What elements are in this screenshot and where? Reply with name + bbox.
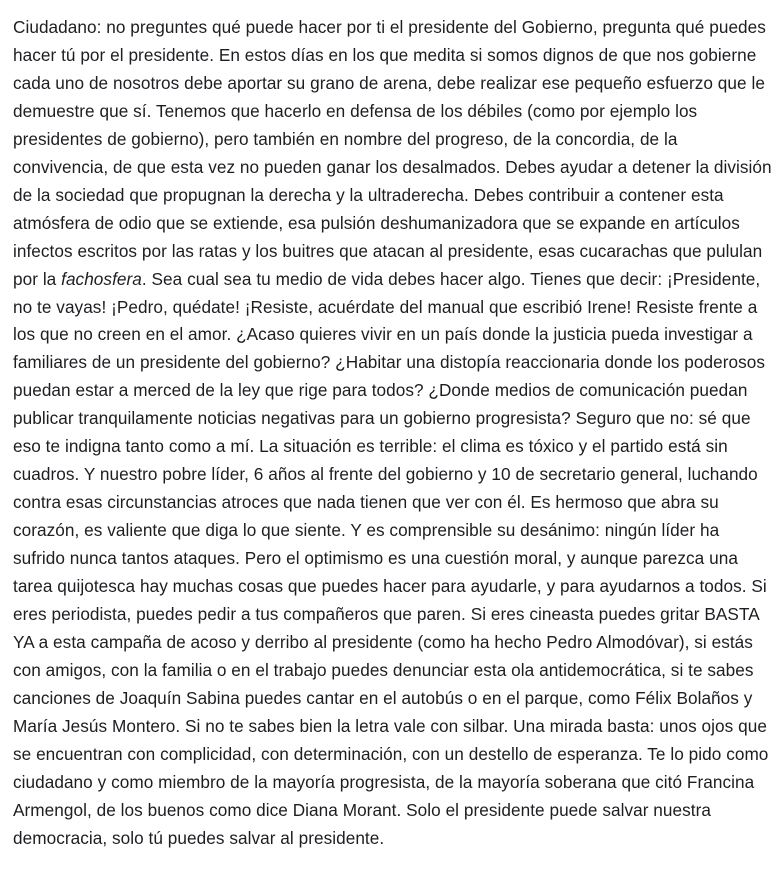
body-paragraph <box>13 14 773 853</box>
paragraph-text-part-2: . Sea cual sea tu medio de vida debes hacer algo. Tienes que decir: ¡Presidente, no te vayas! ¡Pedro, quédate! ¡Resiste, acuérdate del manual que escribió Irene! Resiste frente a los que no creen en el amor. ¿Acaso quieres vivir en un país donde la justicia pueda investigar a familiares de un presidente del gobierno? ¿Habitar una distopía reaccionaria donde los poderosos puedan estar a merced de la ley que rige para todos? ¿Donde medios de comunicación puedan publicar tranquilamente noticias negativas para un gobierno progresista? Seguro que no: sé que eso te indigna tanto como a mí. La situación es terrible: el clima es tóxico y el partido está sin cuadros. Y nuestro pobre líder, 6 años al frente del gobierno y 10 de secretario general, luchando contra esas circunstancias atroces que nada tienen que ver con él. Es hermoso que abra su corazón, es valiente que diga lo que siente. Y es comprensible su desánimo: ningún líder ha sufrido nunca tantos ataques. Pero el optimismo es una cuestión moral, y aunque parezca una tarea quijotesca hay muchas cosas que puedes hacer para ayudarle, y para ayudarnos a todos. Si eres periodista, puedes pedir a tus compañeros que paren. Si eres cineasta puedes gritar BASTA YA a esta campaña de acoso y derribo al presidente (como ha hecho Pedro Almodóvar), si estás con amigos, con la familia o en el trabajo puedes denunciar esta ola antidemocrática, si te sabes canciones de Joaquín Sabina puedes cantar en el autobús o en el parque, como Félix Bolaños y María Jesús Montero. Si no te sabes bien la letra vale con silbar. Una mirada basta: unos ojos que se encuentran con complicidad, con determinación, con un destello de esperanza. Te lo pido como ciudadano y como miembro de la mayoría progresista, de la mayoría soberana que citó Francina Armengol, de los buenos como dice Diana Morant. Solo el presidente puede salvar nuestra democracia, solo tú puedes salvar al presidente. <box>13 268 769 848</box>
italic-term: fachosfera <box>61 268 142 289</box>
paragraph-text-part-1: Ciudadano: no preguntes qué puede hacer por ti el presidente del Gobierno, pregunta qué puedes hacer tú por el presidente. En estos días en los que medita si somos dignos de que nos gobierne cada uno de nosotros debe aportar su grano de arena, debe realizar ese pequeño esfuerzo que le demuestre que sí. Tenemos que hacerlo en defensa de los débiles (como por ejemplo los presidentes de gobierno), pero también en nombre del progreso, de la concordia, de la convivencia, de que esta vez no pueden ganar los desalmados. Debes ayudar a detener la división de la sociedad que propugnan la derecha y la ultraderecha. Debes contribuir a contener esta atmósfera de odio que se extiende, esa pulsión deshumanizadora que se expande en artículos infectos escritos por las ratas y los buitres que atacan al presidente, esas cucarachas que pululan por la <box>13 17 772 289</box>
